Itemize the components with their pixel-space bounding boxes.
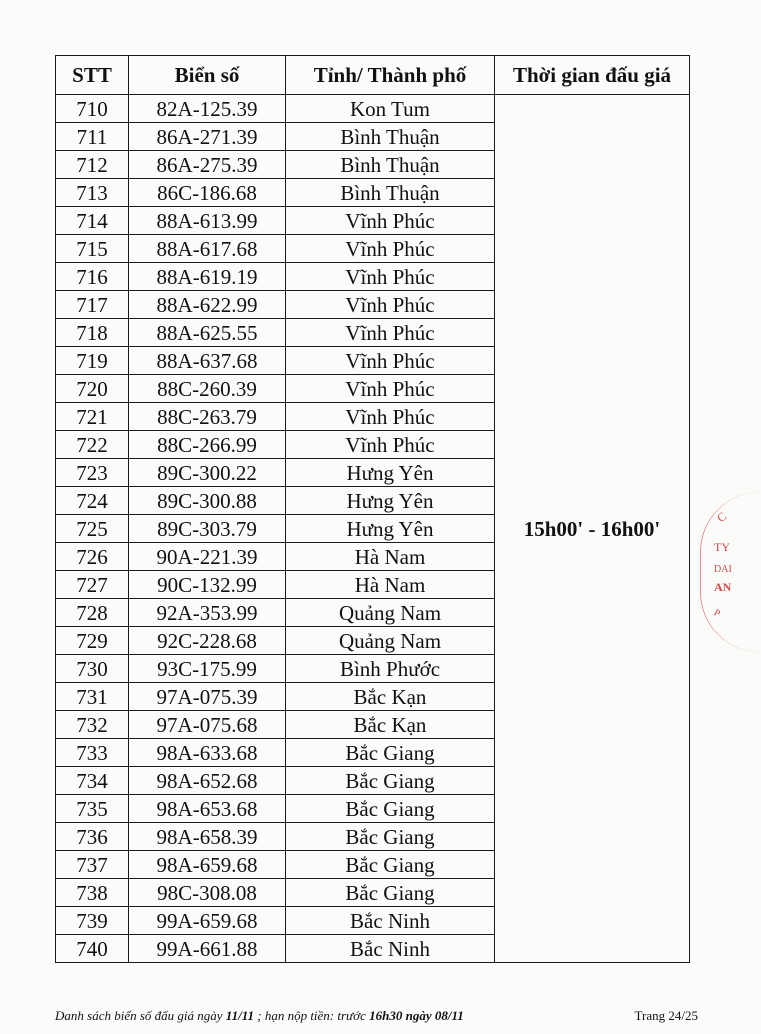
cell-plate: 88A-625.55	[129, 319, 286, 347]
seal-fragment: C	[714, 509, 730, 526]
cell-plate: 97A-075.39	[129, 683, 286, 711]
cell-plate: 88A-622.99	[129, 291, 286, 319]
table-header-row	[56, 56, 690, 95]
cell-plate: 89C-300.88	[129, 487, 286, 515]
cell-province: Hưng Yên	[286, 515, 495, 543]
cell-province: Vĩnh Phúc	[286, 431, 495, 459]
cell-province: Bắc Giang	[286, 767, 495, 795]
seal-fragment: TY	[714, 540, 730, 554]
cell-stt: 738	[56, 879, 129, 907]
cell-plate: 88A-637.68	[129, 347, 286, 375]
cell-province: Hưng Yên	[286, 459, 495, 487]
cell-stt: 740	[56, 935, 129, 963]
cell-province: Bình Phước	[286, 655, 495, 683]
footer-note-mid: ; hạn nộp tiền: trước	[253, 1008, 370, 1023]
cell-plate: 88C-266.99	[129, 431, 286, 459]
cell-province: Vĩnh Phúc	[286, 319, 495, 347]
cell-stt: 710	[56, 95, 129, 123]
cell-stt: 736	[56, 823, 129, 851]
header-province: Tỉnh/ Thành phố	[286, 56, 495, 95]
cell-plate: 90C-132.99	[129, 571, 286, 599]
cell-province: Bắc Kạn	[286, 683, 495, 711]
cell-plate: 86A-271.39	[129, 123, 286, 151]
cell-stt: 712	[56, 151, 129, 179]
cell-province: Hà Nam	[286, 571, 495, 599]
cell-plate: 88C-263.79	[129, 403, 286, 431]
cell-province: Bắc Ninh	[286, 935, 495, 963]
cell-stt: 725	[56, 515, 129, 543]
cell-province: Vĩnh Phúc	[286, 375, 495, 403]
cell-plate: 93C-175.99	[129, 655, 286, 683]
footer-note-prefix: Danh sách biển số đấu giá ngày	[55, 1008, 226, 1023]
cell-stt: 737	[56, 851, 129, 879]
cell-stt: 730	[56, 655, 129, 683]
cell-stt: 715	[56, 235, 129, 263]
cell-province: Hà Nam	[286, 543, 495, 571]
cell-stt: 739	[56, 907, 129, 935]
cell-plate: 99A-661.88	[129, 935, 286, 963]
cell-province: Bắc Kạn	[286, 711, 495, 739]
cell-stt: 714	[56, 207, 129, 235]
seal-fragment: P	[711, 607, 722, 620]
cell-stt: 722	[56, 431, 129, 459]
table-body	[56, 95, 690, 963]
cell-province: Quảng Nam	[286, 599, 495, 627]
cell-stt: 713	[56, 179, 129, 207]
cell-plate: 98A-633.68	[129, 739, 286, 767]
cell-plate: 89C-303.79	[129, 515, 286, 543]
company-seal	[700, 492, 760, 652]
cell-stt: 717	[56, 291, 129, 319]
cell-plate: 98A-658.39	[129, 823, 286, 851]
cell-province: Kon Tum	[286, 95, 495, 123]
cell-stt: 733	[56, 739, 129, 767]
footer-note-deadline: 16h30 ngày 08/11	[369, 1008, 464, 1023]
cell-province: Bắc Giang	[286, 851, 495, 879]
cell-stt: 728	[56, 599, 129, 627]
cell-stt: 720	[56, 375, 129, 403]
cell-province: Bình Thuận	[286, 151, 495, 179]
cell-stt: 724	[56, 487, 129, 515]
cell-plate: 99A-659.68	[129, 907, 286, 935]
cell-plate: 88A-613.99	[129, 207, 286, 235]
cell-stt: 734	[56, 767, 129, 795]
cell-province: Bắc Giang	[286, 795, 495, 823]
cell-plate: 98C-308.08	[129, 879, 286, 907]
cell-province: Bắc Ninh	[286, 907, 495, 935]
cell-stt: 719	[56, 347, 129, 375]
cell-stt: 735	[56, 795, 129, 823]
header-stt: STT	[56, 56, 129, 95]
cell-plate: 98A-653.68	[129, 795, 286, 823]
cell-plate: 89C-300.22	[129, 459, 286, 487]
cell-plate: 88C-260.39	[129, 375, 286, 403]
cell-plate: 98A-659.68	[129, 851, 286, 879]
cell-province: Bắc Giang	[286, 879, 495, 907]
cell-stt: 731	[56, 683, 129, 711]
cell-auction-time: 15h00' - 16h00'	[495, 95, 690, 963]
cell-stt: 716	[56, 263, 129, 291]
cell-province: Vĩnh Phúc	[286, 207, 495, 235]
cell-plate: 88A-617.68	[129, 235, 286, 263]
cell-stt: 711	[56, 123, 129, 151]
cell-stt: 732	[56, 711, 129, 739]
cell-stt: 718	[56, 319, 129, 347]
page-number: Trang 24/25	[634, 1008, 698, 1023]
cell-province: Bình Thuận	[286, 123, 495, 151]
license-plate-table	[55, 55, 690, 963]
cell-stt: 721	[56, 403, 129, 431]
cell-plate: 86A-275.39	[129, 151, 286, 179]
cell-plate: 88A-619.19	[129, 263, 286, 291]
cell-province: Quảng Nam	[286, 627, 495, 655]
cell-stt: 729	[56, 627, 129, 655]
cell-plate: 92C-228.68	[129, 627, 286, 655]
cell-plate: 92A-353.99	[129, 599, 286, 627]
cell-province: Vĩnh Phúc	[286, 235, 495, 263]
cell-province: Vĩnh Phúc	[286, 291, 495, 319]
table-row	[56, 95, 690, 123]
cell-province: Bình Thuận	[286, 179, 495, 207]
cell-province: Bắc Giang	[286, 823, 495, 851]
footer-note-date: 11/11	[225, 1008, 254, 1023]
seal-fragment: DAI	[714, 564, 732, 575]
cell-stt: 723	[56, 459, 129, 487]
cell-plate: 90A-221.39	[129, 543, 286, 571]
cell-province: Bắc Giang	[286, 739, 495, 767]
cell-stt: 727	[56, 571, 129, 599]
cell-province: Vĩnh Phúc	[286, 263, 495, 291]
header-auction-time: Thời gian đấu giá	[495, 56, 690, 95]
cell-plate: 86C-186.68	[129, 179, 286, 207]
cell-province: Vĩnh Phúc	[286, 347, 495, 375]
cell-plate: 97A-075.68	[129, 711, 286, 739]
header-plate: Biển số	[129, 56, 286, 95]
cell-stt: 726	[56, 543, 129, 571]
cell-plate: 82A-125.39	[129, 95, 286, 123]
cell-province: Hưng Yên	[286, 487, 495, 515]
cell-province: Vĩnh Phúc	[286, 403, 495, 431]
seal-fragment: AN	[714, 580, 732, 594]
footer-note	[55, 1008, 464, 1024]
cell-plate: 98A-652.68	[129, 767, 286, 795]
